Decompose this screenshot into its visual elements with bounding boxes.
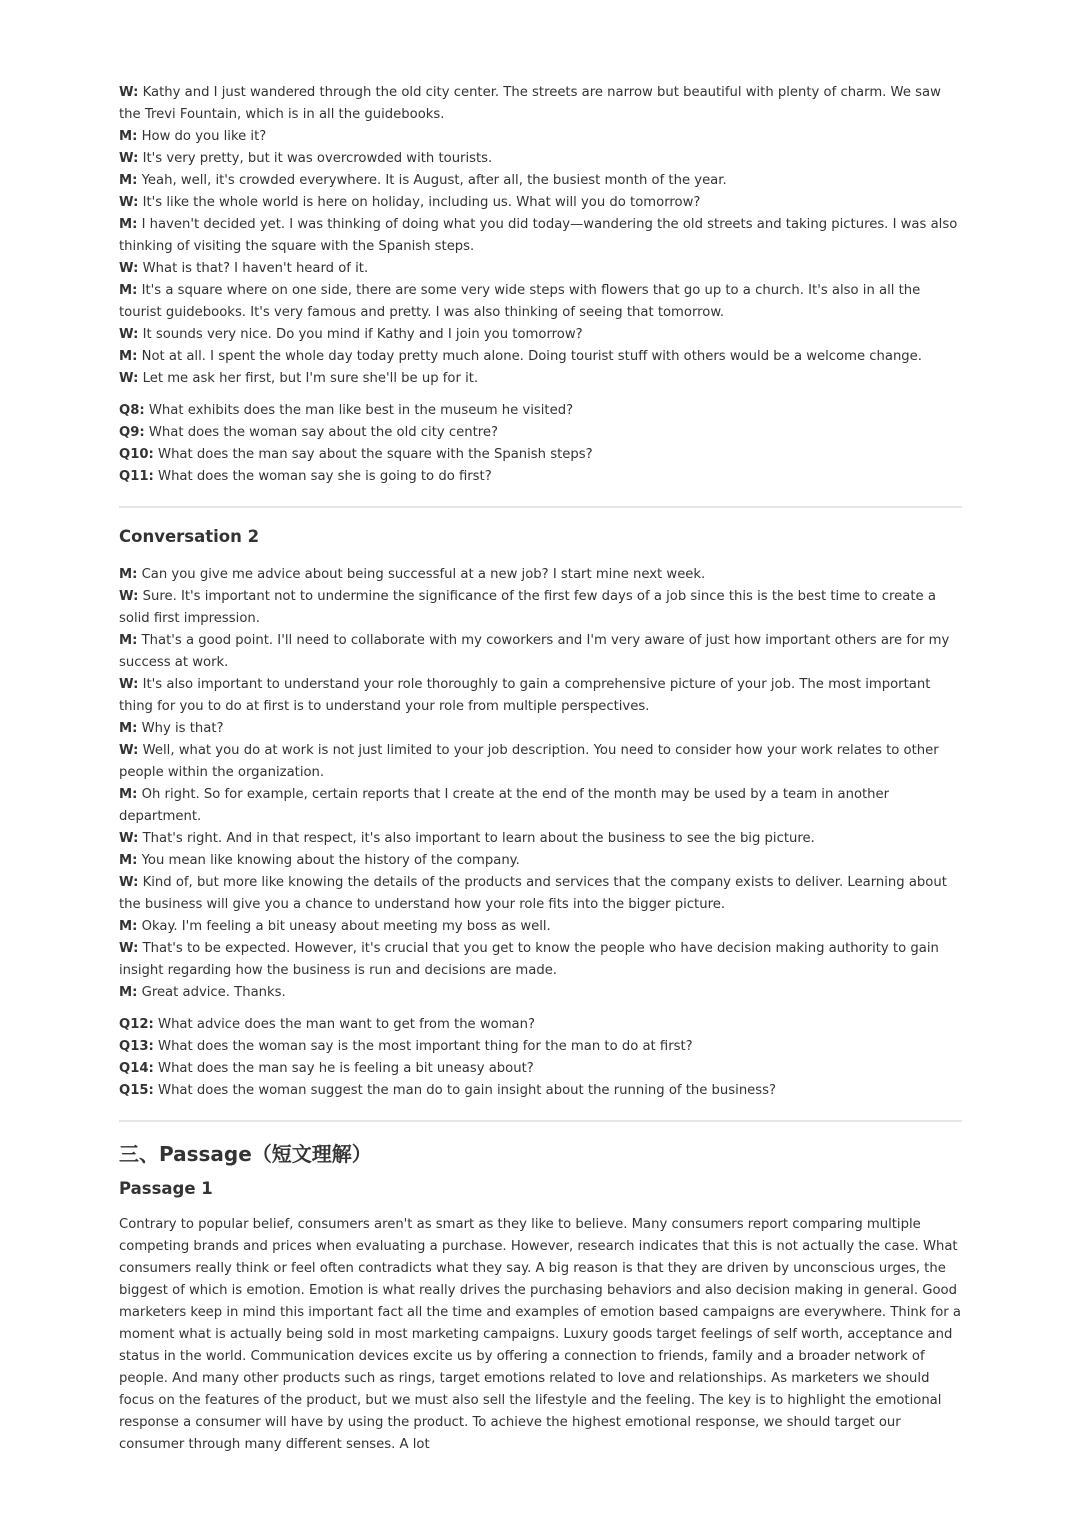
conversation-1-questions (119, 400, 962, 488)
section-divider (119, 506, 962, 508)
question-line-text: What does the woman say she is going to do first? (153, 469, 492, 484)
dialogue-line-label: W: (119, 195, 139, 210)
dialogue-line (119, 828, 962, 850)
question-line (119, 422, 962, 444)
dialogue-line-text: That's a good point. I'll need to collaborate with my coworkers and I'm very aware of just how important others are for my success at work. (119, 633, 950, 670)
dialogue-line-text: I haven't decided yet. I was thinking of doing what you did today—wandering the old streets and taking pictures. I was also thinking of visiting the square with the Spanish steps. (119, 217, 958, 254)
dialogue-line (119, 740, 962, 784)
question-line-label: Q9: (119, 425, 145, 440)
question-line-label: Q8: (119, 403, 145, 418)
dialogue-line-label: W: (119, 151, 139, 166)
dialogue-line (119, 916, 962, 938)
dialogue-line-label: M: (119, 919, 138, 934)
dialogue-line-label: M: (119, 721, 138, 736)
question-line-text: What advice does the man want to get from the woman? (153, 1017, 535, 1032)
dialogue-line-label: M: (119, 283, 138, 298)
dialogue-line (119, 586, 962, 630)
dialogue-line-text: Well, what you do at work is not just limited to your job description. You need to consider how your work relates to other people within the organization. (119, 743, 939, 780)
dialogue-line (119, 982, 962, 1004)
dialogue-line-text: How do you like it? (137, 129, 267, 144)
conversation-1-dialogue (119, 82, 962, 390)
question-line (119, 1080, 962, 1102)
dialogue-line-text: It's like the whole world is here on holiday, including us. What will you do tomorrow? (138, 195, 701, 210)
dialogue-line-label: M: (119, 173, 138, 188)
dialogue-line-text: It's also important to understand your role thoroughly to gain a comprehensive picture of your job. The most important thing for you to do at first is to understand your role from multiple perspectives. (119, 677, 931, 714)
dialogue-line-text: Yeah, well, it's crowded everywhere. It is August, after all, the busiest month of the year. (137, 173, 727, 188)
dialogue-line-label: M: (119, 633, 138, 648)
dialogue-line (119, 630, 962, 674)
question-line-text: What does the woman suggest the man do to gain insight about the running of the business? (153, 1083, 777, 1098)
conversation-2-dialogue (119, 564, 962, 1004)
question-line (119, 466, 962, 488)
dialogue-line-text: Great advice. Thanks. (137, 985, 286, 1000)
question-line (119, 400, 962, 422)
dialogue-line (119, 564, 962, 586)
dialogue-line-text: Kind of, but more like knowing the details of the products and services that the company exists to deliver. Learning about the business will give you a chance to understand how your role fits into the bigger picture. (119, 875, 947, 912)
dialogue-line-text: Kathy and I just wandered through the old city center. The streets are narrow but beautiful with plenty of charm. We saw the Trevi Fountain, which is in all the guidebooks. (119, 85, 941, 122)
dialogue-line (119, 258, 962, 280)
dialogue-line (119, 280, 962, 324)
question-line-text: What does the man say about the square with the Spanish steps? (153, 447, 593, 462)
dialogue-line (119, 82, 962, 126)
dialogue-line-label: M: (119, 349, 138, 364)
question-line-label: Q12: (119, 1017, 154, 1032)
dialogue-line (119, 170, 962, 192)
dialogue-line (119, 784, 962, 828)
dialogue-line-label: M: (119, 853, 138, 868)
conversation-2-heading: Conversation 2 (119, 527, 260, 546)
question-line (119, 1036, 962, 1058)
dialogue-line-text: Not at all. I spent the whole day today pretty much alone. Doing tourist stuff with others would be a welcome change. (137, 349, 922, 364)
dialogue-line (119, 938, 962, 982)
section-3-heading: 三、Passage（短文理解） (119, 1142, 372, 1166)
dialogue-line (119, 346, 962, 368)
dialogue-line-label: W: (119, 371, 139, 386)
question-line-text: What does the woman say about the old city centre? (144, 425, 499, 440)
passage-1-text: Contrary to popular belief, consumers aren't as smart as they like to believe. Many consumers report comparing multiple competing brands and prices when evaluating a purchase. However, research indicates that this is not actually the case. What consumers really think or feel often contradicts what they say. A big reason is that they are driven by unconscious urges, the biggest of which is emotion. Emotion is what really drives the purchasing behaviors and also decision making in general. Good marketers keep in mind this important fact all the time and examples of emotion based campaigns are everywhere. Think for a moment what is actually being sold in most marketing campaigns. Luxury goods target feelings of self worth, acceptance and status in the world. Communication devices excite us by offering a connection to friends, family and a broader network of people. And many other products such as rings, target emotions related to love and relationships. As marketers we should focus on the features of the product, but we must also sell the lifestyle and the feeling. The key is to highlight the emotional response a consumer will have by using the product. To achieve the highest emotional response, we should target our consumer through many different senses. A lot (119, 1217, 961, 1452)
question-line-label: Q15: (119, 1083, 154, 1098)
dialogue-line (119, 126, 962, 148)
question-line-label: Q13: (119, 1039, 154, 1054)
dialogue-line-label: W: (119, 589, 139, 604)
question-line-label: Q11: (119, 469, 154, 484)
dialogue-line-label: M: (119, 567, 138, 582)
passage-1-heading: Passage 1 (119, 1179, 213, 1198)
dialogue-line (119, 850, 962, 872)
dialogue-line-text: You mean like knowing about the history of the company. (137, 853, 520, 868)
question-line (119, 1058, 962, 1080)
dialogue-line-label: M: (119, 217, 138, 232)
dialogue-line-label: M: (119, 129, 138, 144)
question-line (119, 1014, 962, 1036)
section-divider (119, 1120, 962, 1122)
dialogue-line-label: M: (119, 985, 138, 1000)
dialogue-line-label: W: (119, 85, 139, 100)
dialogue-line-text: What is that? I haven't heard of it. (138, 261, 369, 276)
dialogue-line (119, 324, 962, 346)
dialogue-line-label: M: (119, 787, 138, 802)
dialogue-line-label: W: (119, 875, 139, 890)
dialogue-line-text: Oh right. So for example, certain reports that I create at the end of the month may be used by a team in another department. (119, 787, 890, 824)
dialogue-line (119, 718, 962, 740)
dialogue-line-text: Can you give me advice about being successful at a new job? I start mine next week. (137, 567, 706, 582)
dialogue-line-label: W: (119, 941, 139, 956)
dialogue-line (119, 192, 962, 214)
question-line-label: Q14: (119, 1061, 154, 1076)
dialogue-line-text: Why is that? (137, 721, 224, 736)
dialogue-line (119, 872, 962, 916)
dialogue-line-label: W: (119, 831, 139, 846)
dialogue-line (119, 674, 962, 718)
dialogue-line (119, 214, 962, 258)
dialogue-line-text: It's a square where on one side, there are some very wide steps with flowers that go up to a church. It's also in all the tourist guidebooks. It's very famous and pretty. I was also thinking of seeing that tomorrow. (119, 283, 921, 320)
question-line (119, 444, 962, 466)
question-line-text: What does the woman say is the most important thing for the man to do at first? (153, 1039, 693, 1054)
dialogue-line-text: That's to be expected. However, it's crucial that you get to know the people who have decision making authority to gain insight regarding how the business is run and decisions are made. (119, 941, 939, 978)
dialogue-line-text: It's very pretty, but it was overcrowded with tourists. (138, 151, 493, 166)
dialogue-line-text: That's right. And in that respect, it's also important to learn about the business to see the big picture. (138, 831, 815, 846)
dialogue-line-text: Sure. It's important not to undermine the significance of the first few days of a job since this is the best time to create a solid first impression. (119, 589, 936, 626)
question-line-text: What does the man say he is feeling a bit uneasy about? (153, 1061, 534, 1076)
dialogue-line (119, 148, 962, 170)
dialogue-line-text: It sounds very nice. Do you mind if Kathy and I join you tomorrow? (138, 327, 583, 342)
dialogue-line-text: Let me ask her first, but I'm sure she'll be up for it. (138, 371, 479, 386)
dialogue-line-label: W: (119, 261, 139, 276)
dialogue-line (119, 368, 962, 390)
question-line-text: What exhibits does the man like best in the museum he visited? (144, 403, 574, 418)
dialogue-line-text: Okay. I'm feeling a bit uneasy about meeting my boss as well. (137, 919, 551, 934)
question-line-label: Q10: (119, 447, 154, 462)
dialogue-line-label: W: (119, 677, 139, 692)
dialogue-line-label: W: (119, 743, 139, 758)
dialogue-line-label: W: (119, 327, 139, 342)
conversation-2-questions (119, 1014, 962, 1102)
